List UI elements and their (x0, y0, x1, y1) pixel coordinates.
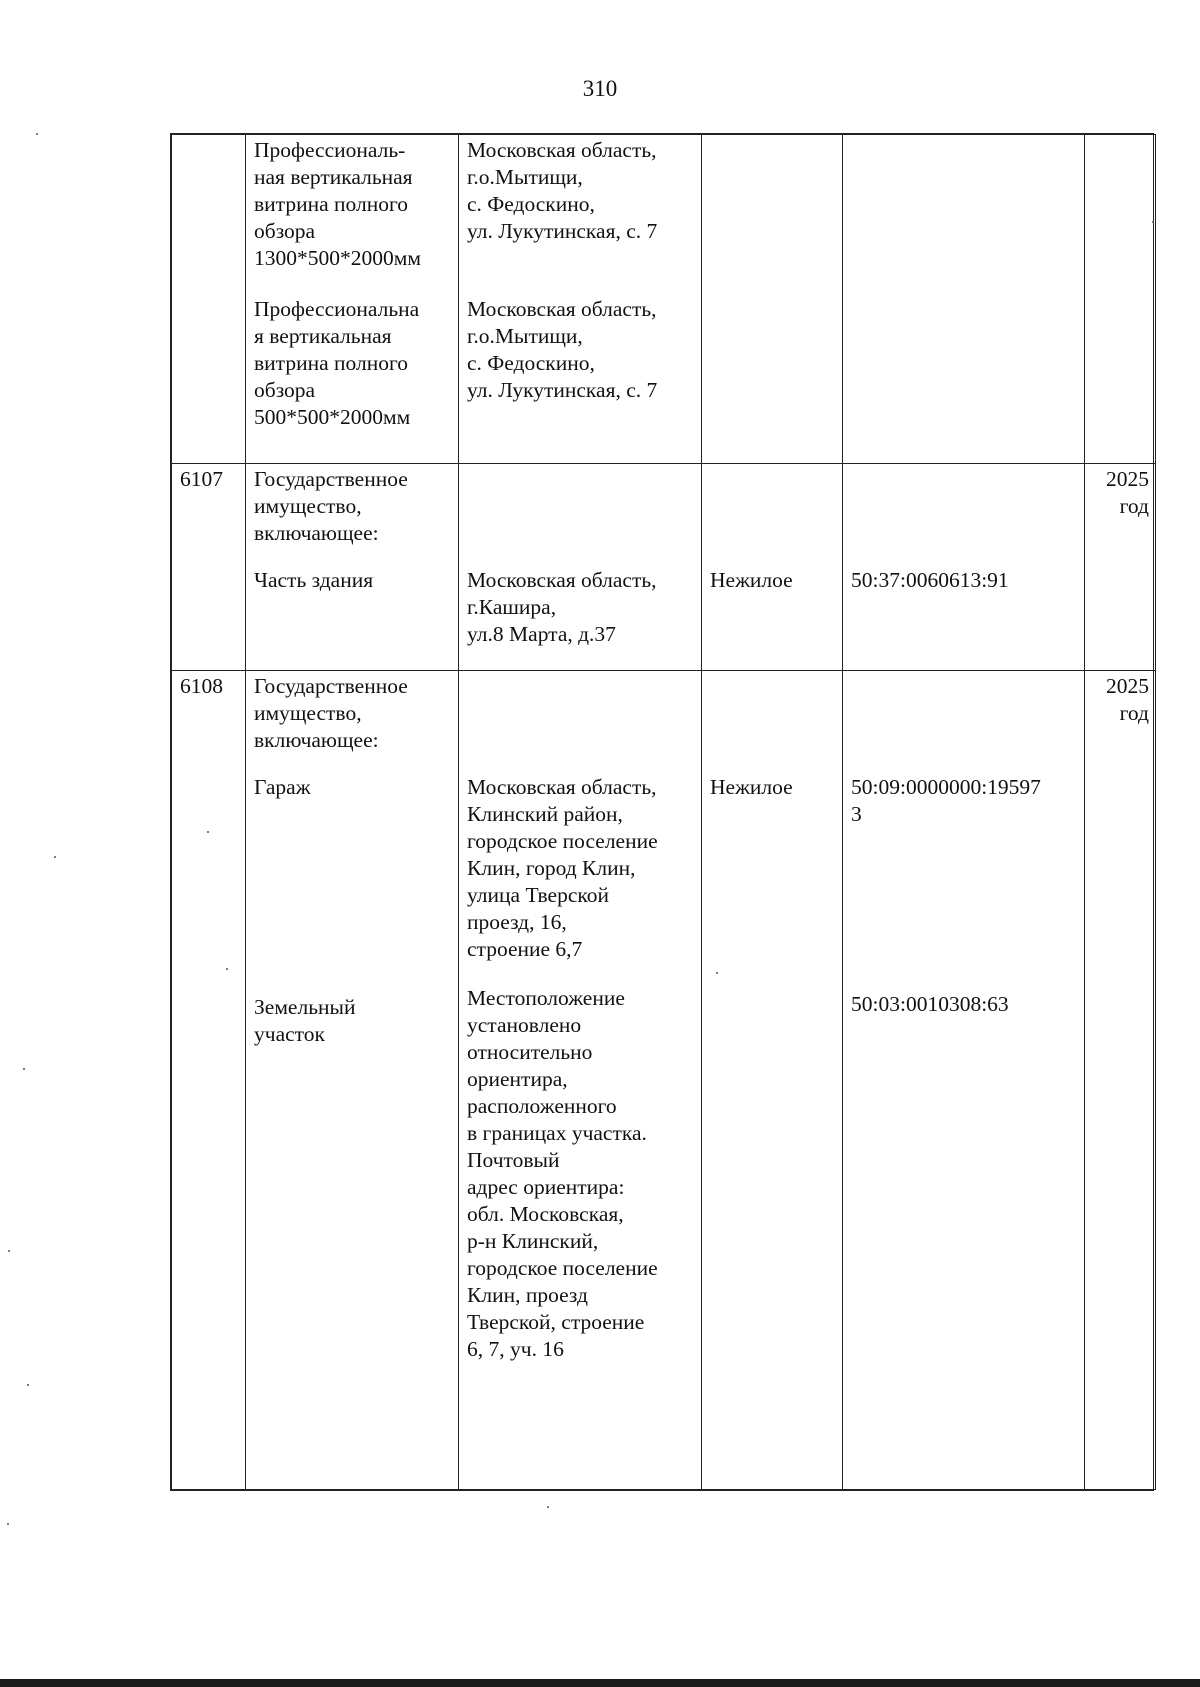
object-type: Нежилое (710, 775, 793, 799)
year-cell: 2025 год (1085, 671, 1156, 1490)
object-type-cell (702, 671, 843, 1490)
cadastral-number-cell (843, 464, 1085, 671)
cadastral-number: 50:09:0000000:19597 3 (851, 775, 1041, 826)
object-name: Профессиональна я вертикальная витрина полного обзора 500*500*2000мм (254, 297, 420, 429)
scan-speck (7, 1523, 9, 1525)
object-name: Гараж (254, 775, 311, 799)
scan-speck (226, 968, 228, 970)
scan-speck (716, 972, 718, 974)
cadastral-number-cell (843, 671, 1085, 1490)
group-heading: Государственное имущество, включающее: (254, 674, 408, 752)
table-row (172, 464, 1156, 671)
object-address: Московская область, Клинский район, городское поселение Клин, город Клин, улица Тверской проезд, 16, строение 6,7 (467, 775, 658, 961)
object-name: Часть здания (254, 568, 374, 592)
cadastral-number: 50:03:0010308:63 (851, 992, 1009, 1016)
row-number-cell: 6108 (172, 671, 246, 1490)
registry-table (171, 134, 1156, 1490)
scan-speck (36, 133, 38, 135)
object-address-cell (459, 671, 702, 1490)
cadastral-number: 50:37:0060613:91 (851, 568, 1009, 592)
scan-speck (207, 831, 209, 833)
group-heading: Государственное имущество, включающее: (254, 467, 408, 545)
year-cell (1085, 135, 1156, 464)
scan-speck (547, 1506, 549, 1508)
scan-speck (27, 1384, 29, 1386)
scan-speck (54, 856, 56, 858)
scan-edge-bar (0, 1679, 1200, 1687)
object-address: Московская область, г.о.Мытищи, с. Федоскино, ул. Лукутинская, с. 7 (467, 138, 658, 243)
object-address-cell (459, 135, 702, 464)
object-name-cell (246, 464, 459, 671)
object-name-cell (246, 135, 459, 464)
object-address: Московская область, г.Кашира, ул.8 Марта, д.37 (467, 568, 657, 646)
registry-table-frame (170, 133, 1154, 1491)
object-name: Земельный участок (254, 995, 356, 1046)
scan-speck (8, 1250, 10, 1252)
object-type-cell (702, 135, 843, 464)
scan-speck (1152, 221, 1154, 223)
table-row (172, 671, 1156, 1490)
table-row (172, 135, 1156, 464)
object-address-cell (459, 464, 702, 671)
object-name-cell (246, 671, 459, 1490)
object-type-cell (702, 464, 843, 671)
page-number: 310 (582, 76, 618, 101)
scan-speck (23, 1068, 25, 1070)
object-address: Местоположение установлено относительно ориентира, расположенного в границах участка. Почтовый адрес ориентира: обл. Московская, р-н Клинский, городское поселение Клин, проезд Тверской, строение 6, 7, уч. 16 (467, 986, 658, 1361)
cadastral-number-cell (843, 135, 1085, 464)
row-number-cell (172, 135, 246, 464)
object-address: Московская область, г.о.Мытищи, с. Федоскино, ул. Лукутинская, с. 7 (467, 297, 658, 402)
object-type: Нежилое (710, 568, 793, 592)
object-name: Профессиональ- ная вертикальная витрина полного обзора 1300*500*2000мм (254, 138, 421, 270)
row-number-cell: 6107 (172, 464, 246, 671)
year-cell: 2025 год (1085, 464, 1156, 671)
